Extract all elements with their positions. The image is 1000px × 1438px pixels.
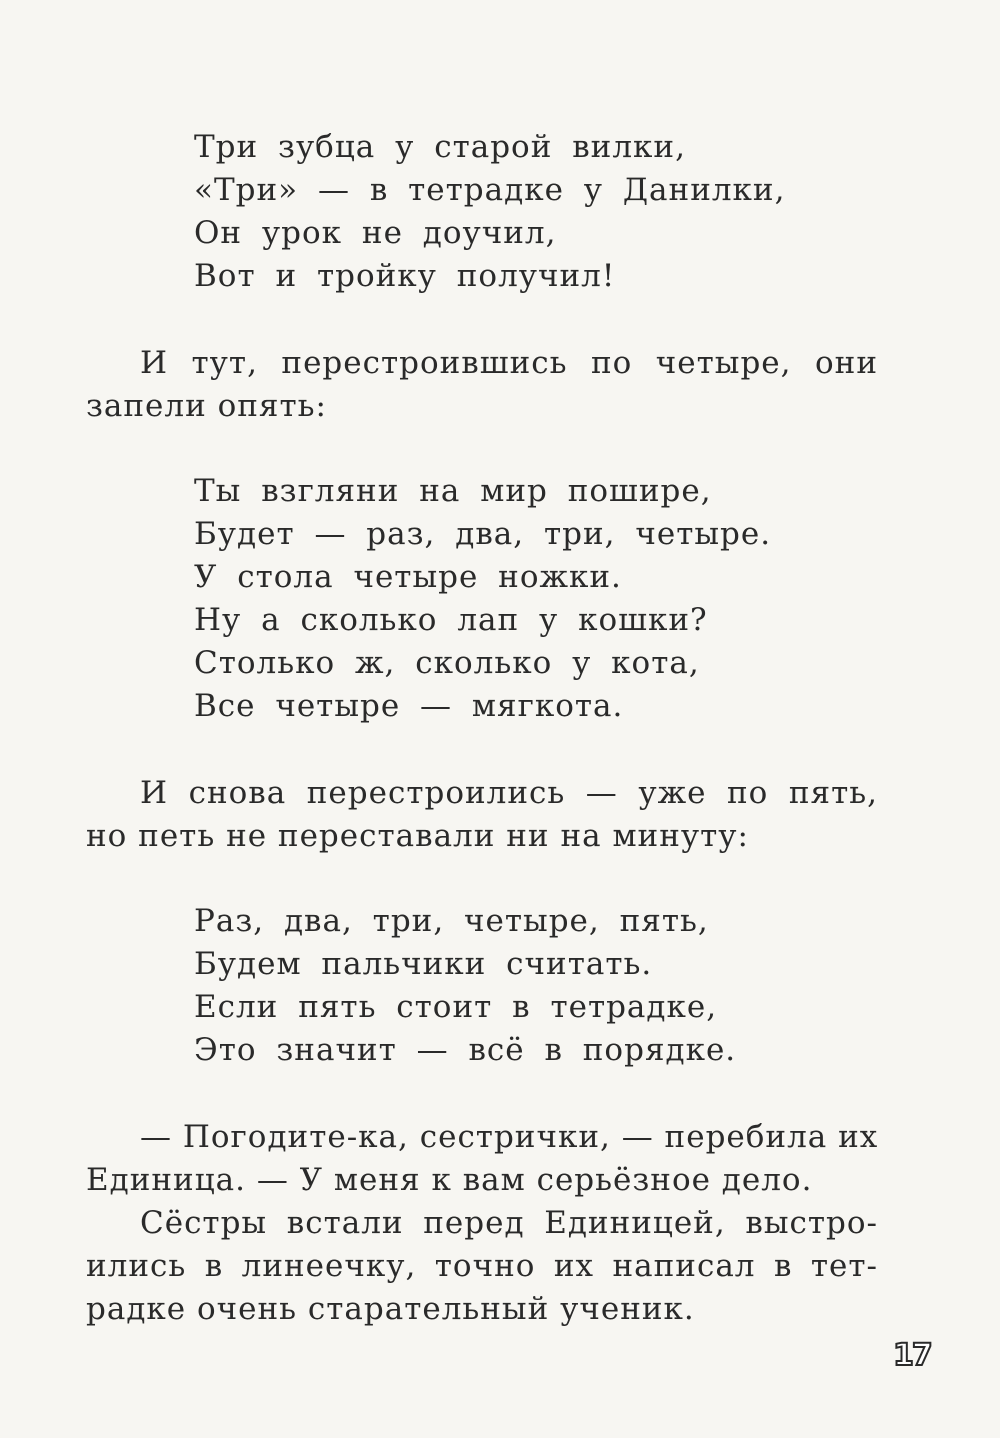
paragraph-dialogue [86,1116,878,1202]
text-line: Единица. — У меня к вам серьёзное дело. [86,1162,813,1198]
verse-four [194,470,771,728]
text-line: но петь не переставали ни на минуту: [86,818,749,854]
text-line: ились в линеечку, точно их написал в тет- [86,1248,878,1284]
text-line: И снова перестроились — уже по пять, [140,775,878,811]
paragraph-five [86,772,878,858]
verse-line: Будем пальчики считать. [194,946,653,982]
text-line: радке очень старательный ученик. [86,1291,695,1327]
verse-line: Все четыре — мягкота. [194,688,624,724]
verse-line: Будет — раз, два, три, четыре. [194,516,772,552]
verse-line: Столько ж, сколько у кота, [194,645,700,681]
text-line: И тут, перестроившись по четыре, они [140,345,878,381]
paragraph-four [86,342,878,428]
verse-line: Вот и тройку получил! [194,258,616,294]
text-line: Сёстры встали перед Единицей, выстро- [140,1205,878,1241]
page-number: 17 [893,1338,931,1373]
verse-line: Если пять стоит в тетрадке, [194,989,718,1025]
verse-line: Ты взгляни на мир пошире, [194,473,712,509]
verse-line: Три зубца у старой вилки, [194,129,686,165]
verse-three [194,126,785,298]
verse-line: Это значит — всё в порядке. [194,1032,737,1068]
verse-five [194,900,736,1072]
verse-line: Он урок не доучил, [194,215,557,251]
verse-line: Раз, два, три, четыре, пять, [194,903,709,939]
verse-line: У стола четыре ножки. [194,559,622,595]
text-line: запели опять: [86,388,327,424]
text-line: — Погодите-ка, сестрички, — перебила их [140,1119,879,1155]
verse-line: «Три» — в тетрадке у Данилки, [194,172,786,208]
verse-line: Ну а сколько лап у кошки? [194,602,708,638]
paragraph-sisters [86,1202,878,1331]
